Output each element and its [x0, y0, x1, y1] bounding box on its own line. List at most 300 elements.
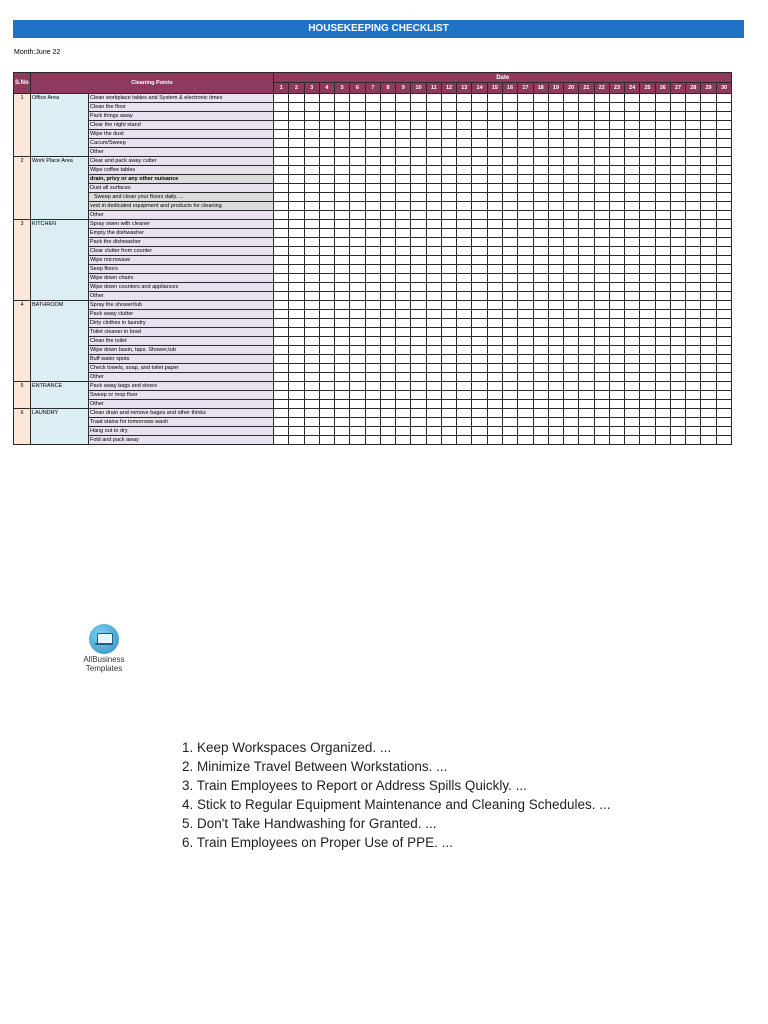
check-cell[interactable]: [564, 175, 579, 184]
check-cell[interactable]: [380, 175, 395, 184]
check-cell[interactable]: [716, 418, 732, 427]
check-cell[interactable]: [396, 292, 411, 301]
check-cell[interactable]: [502, 112, 517, 121]
check-cell[interactable]: [533, 139, 548, 148]
check-cell[interactable]: [304, 247, 319, 256]
check-cell[interactable]: [441, 112, 456, 121]
check-cell[interactable]: [457, 319, 472, 328]
check-cell[interactable]: [411, 355, 426, 364]
check-cell[interactable]: [548, 139, 563, 148]
check-cell[interactable]: [716, 220, 732, 229]
check-cell[interactable]: [441, 418, 456, 427]
check-cell[interactable]: [518, 139, 533, 148]
check-cell[interactable]: [609, 112, 624, 121]
check-cell[interactable]: [304, 139, 319, 148]
check-cell[interactable]: [564, 400, 579, 409]
check-cell[interactable]: [304, 283, 319, 292]
check-cell[interactable]: [411, 139, 426, 148]
check-cell[interactable]: [686, 238, 701, 247]
check-cell[interactable]: [319, 202, 334, 211]
check-cell[interactable]: [365, 238, 380, 247]
check-cell[interactable]: [594, 193, 609, 202]
check-cell[interactable]: [594, 238, 609, 247]
check-cell[interactable]: [380, 418, 395, 427]
check-cell[interactable]: [487, 382, 502, 391]
check-cell[interactable]: [625, 283, 640, 292]
check-cell[interactable]: [457, 166, 472, 175]
check-cell[interactable]: [472, 193, 487, 202]
check-cell[interactable]: [609, 337, 624, 346]
check-cell[interactable]: [716, 229, 732, 238]
check-cell[interactable]: [319, 238, 334, 247]
check-cell[interactable]: [487, 148, 502, 157]
check-cell[interactable]: [289, 382, 304, 391]
check-cell[interactable]: [289, 148, 304, 157]
check-cell[interactable]: [350, 400, 365, 409]
check-cell[interactable]: [441, 355, 456, 364]
check-cell[interactable]: [625, 364, 640, 373]
check-cell[interactable]: [472, 319, 487, 328]
check-cell[interactable]: [472, 292, 487, 301]
check-cell[interactable]: [457, 148, 472, 157]
check-cell[interactable]: [319, 247, 334, 256]
check-cell[interactable]: [533, 103, 548, 112]
check-cell[interactable]: [640, 211, 655, 220]
check-cell[interactable]: [533, 193, 548, 202]
check-cell[interactable]: [502, 238, 517, 247]
check-cell[interactable]: [335, 211, 350, 220]
check-cell[interactable]: [594, 130, 609, 139]
check-cell[interactable]: [426, 436, 441, 445]
check-cell[interactable]: [304, 202, 319, 211]
check-cell[interactable]: [579, 391, 594, 400]
check-cell[interactable]: [319, 229, 334, 238]
check-cell[interactable]: [274, 301, 289, 310]
check-cell[interactable]: [640, 310, 655, 319]
check-cell[interactable]: [350, 319, 365, 328]
check-cell[interactable]: [701, 427, 716, 436]
check-cell[interactable]: [640, 130, 655, 139]
check-cell[interactable]: [426, 328, 441, 337]
check-cell[interactable]: [625, 121, 640, 130]
check-cell[interactable]: [625, 274, 640, 283]
check-cell[interactable]: [365, 148, 380, 157]
check-cell[interactable]: [670, 247, 685, 256]
check-cell[interactable]: [533, 202, 548, 211]
check-cell[interactable]: [274, 229, 289, 238]
check-cell[interactable]: [548, 301, 563, 310]
check-cell[interactable]: [274, 193, 289, 202]
check-cell[interactable]: [304, 220, 319, 229]
check-cell[interactable]: [533, 382, 548, 391]
check-cell[interactable]: [335, 328, 350, 337]
check-cell[interactable]: [701, 103, 716, 112]
check-cell[interactable]: [670, 301, 685, 310]
check-cell[interactable]: [350, 130, 365, 139]
check-cell[interactable]: [518, 148, 533, 157]
check-cell[interactable]: [441, 346, 456, 355]
check-cell[interactable]: [533, 274, 548, 283]
check-cell[interactable]: [457, 121, 472, 130]
check-cell[interactable]: [274, 175, 289, 184]
check-cell[interactable]: [548, 409, 563, 418]
check-cell[interactable]: [304, 94, 319, 103]
check-cell[interactable]: [564, 337, 579, 346]
check-cell[interactable]: [472, 382, 487, 391]
check-cell[interactable]: [518, 94, 533, 103]
check-cell[interactable]: [640, 337, 655, 346]
check-cell[interactable]: [701, 274, 716, 283]
check-cell[interactable]: [365, 202, 380, 211]
check-cell[interactable]: [350, 103, 365, 112]
check-cell[interactable]: [625, 238, 640, 247]
check-cell[interactable]: [686, 373, 701, 382]
check-cell[interactable]: [426, 166, 441, 175]
check-cell[interactable]: [289, 346, 304, 355]
check-cell[interactable]: [472, 337, 487, 346]
check-cell[interactable]: [319, 427, 334, 436]
check-cell[interactable]: [564, 238, 579, 247]
check-cell[interactable]: [365, 175, 380, 184]
check-cell[interactable]: [686, 130, 701, 139]
check-cell[interactable]: [350, 238, 365, 247]
check-cell[interactable]: [716, 256, 732, 265]
check-cell[interactable]: [625, 184, 640, 193]
check-cell[interactable]: [319, 220, 334, 229]
check-cell[interactable]: [380, 391, 395, 400]
check-cell[interactable]: [548, 121, 563, 130]
check-cell[interactable]: [472, 148, 487, 157]
check-cell[interactable]: [441, 166, 456, 175]
check-cell[interactable]: [365, 391, 380, 400]
check-cell[interactable]: [533, 391, 548, 400]
check-cell[interactable]: [670, 238, 685, 247]
check-cell[interactable]: [686, 364, 701, 373]
check-cell[interactable]: [274, 121, 289, 130]
check-cell[interactable]: [518, 292, 533, 301]
check-cell[interactable]: [686, 391, 701, 400]
check-cell[interactable]: [502, 337, 517, 346]
check-cell[interactable]: [502, 193, 517, 202]
check-cell[interactable]: [289, 337, 304, 346]
check-cell[interactable]: [609, 274, 624, 283]
check-cell[interactable]: [655, 256, 670, 265]
check-cell[interactable]: [655, 373, 670, 382]
check-cell[interactable]: [670, 265, 685, 274]
check-cell[interactable]: [396, 148, 411, 157]
check-cell[interactable]: [441, 283, 456, 292]
check-cell[interactable]: [441, 319, 456, 328]
check-cell[interactable]: [396, 301, 411, 310]
check-cell[interactable]: [564, 157, 579, 166]
check-cell[interactable]: [564, 166, 579, 175]
check-cell[interactable]: [594, 112, 609, 121]
check-cell[interactable]: [594, 202, 609, 211]
check-cell[interactable]: [350, 337, 365, 346]
check-cell[interactable]: [594, 121, 609, 130]
check-cell[interactable]: [533, 238, 548, 247]
check-cell[interactable]: [380, 346, 395, 355]
check-cell[interactable]: [472, 229, 487, 238]
check-cell[interactable]: [335, 418, 350, 427]
check-cell[interactable]: [655, 247, 670, 256]
check-cell[interactable]: [396, 400, 411, 409]
check-cell[interactable]: [625, 220, 640, 229]
check-cell[interactable]: [472, 265, 487, 274]
check-cell[interactable]: [564, 418, 579, 427]
check-cell[interactable]: [411, 256, 426, 265]
check-cell[interactable]: [701, 193, 716, 202]
check-cell[interactable]: [716, 139, 732, 148]
check-cell[interactable]: [716, 121, 732, 130]
check-cell[interactable]: [640, 382, 655, 391]
check-cell[interactable]: [487, 436, 502, 445]
check-cell[interactable]: [441, 148, 456, 157]
check-cell[interactable]: [472, 400, 487, 409]
check-cell[interactable]: [686, 328, 701, 337]
check-cell[interactable]: [701, 373, 716, 382]
check-cell[interactable]: [518, 301, 533, 310]
check-cell[interactable]: [548, 220, 563, 229]
check-cell[interactable]: [564, 391, 579, 400]
check-cell[interactable]: [564, 373, 579, 382]
check-cell[interactable]: [441, 427, 456, 436]
check-cell[interactable]: [670, 310, 685, 319]
check-cell[interactable]: [594, 328, 609, 337]
check-cell[interactable]: [274, 409, 289, 418]
check-cell[interactable]: [518, 130, 533, 139]
check-cell[interactable]: [319, 94, 334, 103]
check-cell[interactable]: [548, 229, 563, 238]
check-cell[interactable]: [487, 409, 502, 418]
check-cell[interactable]: [441, 292, 456, 301]
check-cell[interactable]: [350, 391, 365, 400]
check-cell[interactable]: [625, 355, 640, 364]
check-cell[interactable]: [686, 157, 701, 166]
check-cell[interactable]: [396, 409, 411, 418]
check-cell[interactable]: [274, 112, 289, 121]
check-cell[interactable]: [701, 319, 716, 328]
check-cell[interactable]: [686, 418, 701, 427]
check-cell[interactable]: [411, 418, 426, 427]
check-cell[interactable]: [350, 184, 365, 193]
check-cell[interactable]: [472, 139, 487, 148]
check-cell[interactable]: [625, 382, 640, 391]
check-cell[interactable]: [609, 319, 624, 328]
check-cell[interactable]: [472, 355, 487, 364]
check-cell[interactable]: [396, 121, 411, 130]
check-cell[interactable]: [548, 337, 563, 346]
check-cell[interactable]: [457, 355, 472, 364]
check-cell[interactable]: [441, 139, 456, 148]
check-cell[interactable]: [335, 247, 350, 256]
check-cell[interactable]: [640, 175, 655, 184]
check-cell[interactable]: [594, 184, 609, 193]
check-cell[interactable]: [686, 148, 701, 157]
check-cell[interactable]: [487, 175, 502, 184]
check-cell[interactable]: [289, 283, 304, 292]
check-cell[interactable]: [411, 274, 426, 283]
check-cell[interactable]: [670, 157, 685, 166]
check-cell[interactable]: [564, 427, 579, 436]
check-cell[interactable]: [716, 238, 732, 247]
check-cell[interactable]: [701, 148, 716, 157]
check-cell[interactable]: [686, 121, 701, 130]
check-cell[interactable]: [640, 418, 655, 427]
check-cell[interactable]: [441, 265, 456, 274]
check-cell[interactable]: [655, 418, 670, 427]
check-cell[interactable]: [335, 166, 350, 175]
check-cell[interactable]: [472, 256, 487, 265]
check-cell[interactable]: [594, 319, 609, 328]
check-cell[interactable]: [533, 256, 548, 265]
check-cell[interactable]: [670, 319, 685, 328]
check-cell[interactable]: [457, 256, 472, 265]
check-cell[interactable]: [457, 400, 472, 409]
check-cell[interactable]: [594, 301, 609, 310]
check-cell[interactable]: [716, 103, 732, 112]
check-cell[interactable]: [441, 301, 456, 310]
check-cell[interactable]: [304, 337, 319, 346]
check-cell[interactable]: [686, 166, 701, 175]
check-cell[interactable]: [502, 139, 517, 148]
check-cell[interactable]: [670, 283, 685, 292]
check-cell[interactable]: [701, 220, 716, 229]
check-cell[interactable]: [487, 94, 502, 103]
check-cell[interactable]: [640, 436, 655, 445]
check-cell[interactable]: [625, 418, 640, 427]
check-cell[interactable]: [579, 130, 594, 139]
check-cell[interactable]: [579, 283, 594, 292]
check-cell[interactable]: [411, 121, 426, 130]
check-cell[interactable]: [625, 112, 640, 121]
check-cell[interactable]: [441, 382, 456, 391]
check-cell[interactable]: [289, 121, 304, 130]
check-cell[interactable]: [518, 364, 533, 373]
check-cell[interactable]: [533, 292, 548, 301]
check-cell[interactable]: [350, 148, 365, 157]
check-cell[interactable]: [289, 436, 304, 445]
check-cell[interactable]: [274, 427, 289, 436]
check-cell[interactable]: [670, 202, 685, 211]
check-cell[interactable]: [640, 94, 655, 103]
check-cell[interactable]: [701, 391, 716, 400]
check-cell[interactable]: [319, 337, 334, 346]
check-cell[interactable]: [670, 328, 685, 337]
check-cell[interactable]: [441, 202, 456, 211]
check-cell[interactable]: [441, 175, 456, 184]
check-cell[interactable]: [701, 256, 716, 265]
check-cell[interactable]: [701, 175, 716, 184]
check-cell[interactable]: [441, 103, 456, 112]
check-cell[interactable]: [396, 175, 411, 184]
check-cell[interactable]: [701, 184, 716, 193]
check-cell[interactable]: [289, 418, 304, 427]
check-cell[interactable]: [472, 103, 487, 112]
check-cell[interactable]: [441, 220, 456, 229]
check-cell[interactable]: [640, 265, 655, 274]
check-cell[interactable]: [350, 220, 365, 229]
check-cell[interactable]: [609, 265, 624, 274]
check-cell[interactable]: [396, 193, 411, 202]
check-cell[interactable]: [457, 310, 472, 319]
check-cell[interactable]: [457, 157, 472, 166]
check-cell[interactable]: [686, 400, 701, 409]
check-cell[interactable]: [426, 193, 441, 202]
check-cell[interactable]: [579, 382, 594, 391]
check-cell[interactable]: [441, 337, 456, 346]
check-cell[interactable]: [502, 301, 517, 310]
check-cell[interactable]: [472, 274, 487, 283]
check-cell[interactable]: [396, 229, 411, 238]
check-cell[interactable]: [594, 292, 609, 301]
check-cell[interactable]: [380, 139, 395, 148]
check-cell[interactable]: [533, 301, 548, 310]
check-cell[interactable]: [548, 184, 563, 193]
check-cell[interactable]: [289, 166, 304, 175]
check-cell[interactable]: [411, 157, 426, 166]
check-cell[interactable]: [701, 400, 716, 409]
check-cell[interactable]: [548, 175, 563, 184]
check-cell[interactable]: [518, 247, 533, 256]
check-cell[interactable]: [304, 148, 319, 157]
check-cell[interactable]: [716, 283, 732, 292]
check-cell[interactable]: [533, 112, 548, 121]
check-cell[interactable]: [518, 193, 533, 202]
check-cell[interactable]: [319, 301, 334, 310]
check-cell[interactable]: [426, 301, 441, 310]
check-cell[interactable]: [564, 202, 579, 211]
check-cell[interactable]: [380, 337, 395, 346]
check-cell[interactable]: [441, 391, 456, 400]
check-cell[interactable]: [579, 319, 594, 328]
check-cell[interactable]: [655, 94, 670, 103]
check-cell[interactable]: [426, 247, 441, 256]
check-cell[interactable]: [274, 391, 289, 400]
check-cell[interactable]: [502, 319, 517, 328]
check-cell[interactable]: [625, 157, 640, 166]
check-cell[interactable]: [411, 346, 426, 355]
check-cell[interactable]: [426, 184, 441, 193]
check-cell[interactable]: [365, 121, 380, 130]
check-cell[interactable]: [686, 301, 701, 310]
check-cell[interactable]: [426, 256, 441, 265]
check-cell[interactable]: [411, 364, 426, 373]
check-cell[interactable]: [487, 265, 502, 274]
check-cell[interactable]: [609, 355, 624, 364]
check-cell[interactable]: [548, 364, 563, 373]
check-cell[interactable]: [350, 310, 365, 319]
check-cell[interactable]: [441, 193, 456, 202]
check-cell[interactable]: [548, 310, 563, 319]
check-cell[interactable]: [625, 211, 640, 220]
check-cell[interactable]: [686, 175, 701, 184]
check-cell[interactable]: [579, 274, 594, 283]
check-cell[interactable]: [304, 328, 319, 337]
check-cell[interactable]: [487, 328, 502, 337]
check-cell[interactable]: [609, 238, 624, 247]
check-cell[interactable]: [289, 319, 304, 328]
check-cell[interactable]: [564, 247, 579, 256]
check-cell[interactable]: [335, 256, 350, 265]
check-cell[interactable]: [716, 94, 732, 103]
check-cell[interactable]: [289, 310, 304, 319]
check-cell[interactable]: [564, 346, 579, 355]
check-cell[interactable]: [365, 193, 380, 202]
check-cell[interactable]: [609, 427, 624, 436]
check-cell[interactable]: [701, 382, 716, 391]
check-cell[interactable]: [350, 364, 365, 373]
